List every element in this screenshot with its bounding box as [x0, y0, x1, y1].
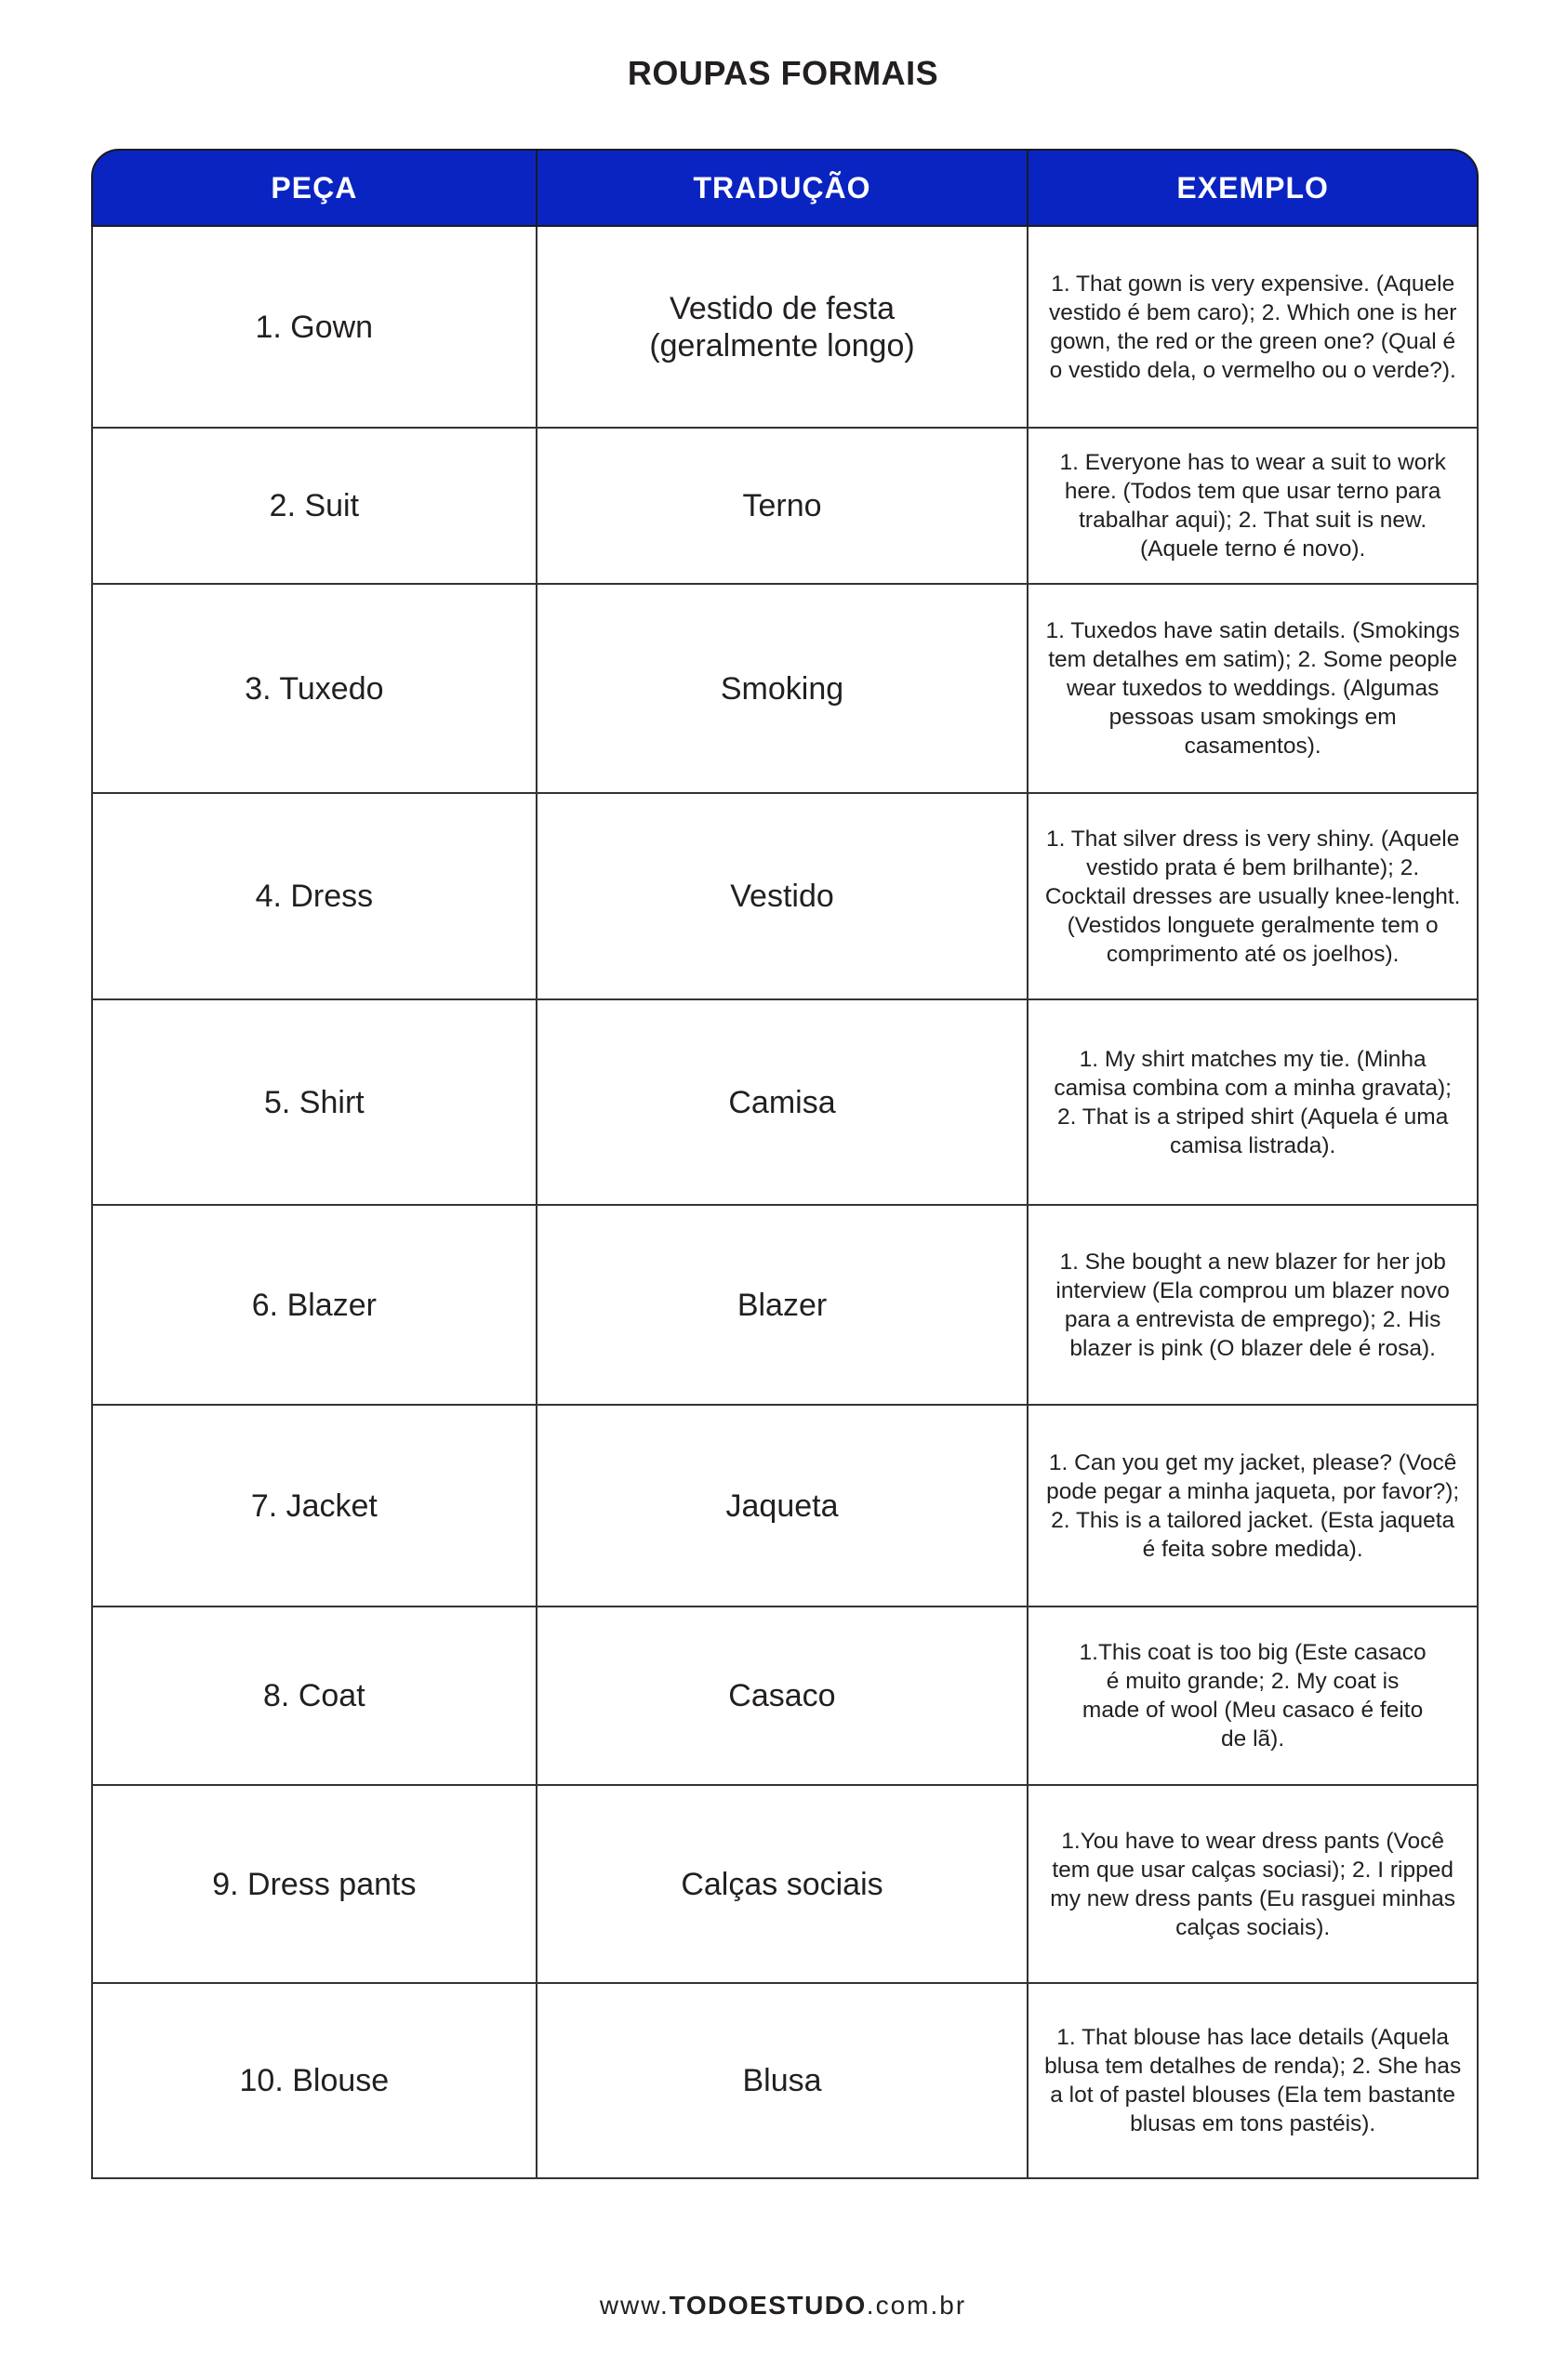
piece-cell: 1. Gown — [255, 309, 374, 345]
header-exemplo: EXEMPLO — [1027, 151, 1477, 225]
example-cell: 1. She bought a new blazer for her job interview (Ela comprou um blazer novo para a entrevista de emprego); 2. His blazer is pink (O blazer dele é rosa). — [1027, 1206, 1477, 1404]
table-header — [91, 149, 1479, 227]
piece-cell: 3. Tuxedo — [245, 670, 384, 707]
footer-suffix: .com.br — [866, 2291, 967, 2320]
translation-cell: Blusa — [536, 1984, 1028, 2177]
footer-prefix: www. — [599, 2291, 670, 2320]
example-cell: 1. Can you get my jacket, please? (Você pode pegar a minha jaqueta, por favor?); 2. This is a tailored jacket. (Esta jaqueta é feita sobre medida). — [1027, 1406, 1477, 1606]
piece-cell: 9. Dress pants — [212, 1866, 417, 1902]
table-row — [91, 1984, 1479, 2179]
example-cell: 1. That blouse has lace details (Aquela blusa tem detalhes de renda); 2. She has a lot of pastel blouses (Ela tem bastante blusas em tons pastéis). — [1027, 1984, 1477, 2177]
piece-cell: 10. Blouse — [239, 2063, 390, 2098]
footer-brand: TODOESTUDO — [669, 2291, 867, 2320]
table-row — [91, 1607, 1479, 1786]
piece-cell: 5. Shirt — [264, 1084, 365, 1120]
page-title: ROUPAS FORMAIS — [627, 54, 939, 92]
example-cell: 1.You have to wear dress pants (Você tem que usar calças sociasi); 2. I ripped my new dress pants (Eu rasguei minhas calças sociais). — [1027, 1786, 1477, 1982]
translation-cell: Blazer — [536, 1206, 1028, 1404]
table-row — [91, 1000, 1479, 1206]
piece-cell: 7. Jacket — [250, 1488, 378, 1524]
example-cell: 1. That gown is very expensive. (Aquele vestido é bem caro); 2. Which one is her gown, the red or the green one? (Qual é o vestido dela, o vermelho ou o verde?). — [1027, 227, 1477, 427]
vocabulary-table — [91, 149, 1479, 2179]
table-row — [91, 1786, 1479, 1984]
example-cell: 1. Tuxedos have satin details. (Smokings tem detalhes em satim); 2. Some people wear tuxedos to weddings. (Algumas pessoas usam smokings em casamentos). — [1027, 585, 1477, 792]
translation-cell: Calças sociais — [536, 1786, 1028, 1982]
translation-cell: Vestido — [536, 794, 1028, 998]
header-traducao: TRADUÇÃO — [536, 151, 1028, 225]
piece-cell: 4. Dress — [255, 879, 374, 914]
example-cell: 1.This coat is too big (Este casaco é muito grande; 2. My coat is made of wool (Meu casaco é feito de lã). — [1027, 1607, 1477, 1784]
table-row — [91, 227, 1479, 429]
table-row — [91, 1406, 1479, 1607]
translation-cell: Smoking — [536, 585, 1028, 792]
example-cell: 1. Everyone has to wear a suit to work here. (Todos tem que usar terno para trabalhar aqui); 2. That suit is new. (Aquele terno é novo). — [1027, 429, 1477, 583]
piece-cell: 2. Suit — [269, 488, 360, 523]
table-row — [91, 1206, 1479, 1406]
translation-cell: Casaco — [536, 1607, 1028, 1784]
piece-cell: 8. Coat — [263, 1678, 365, 1713]
table-row — [91, 429, 1479, 585]
website-footer[interactable] — [0, 2291, 1566, 2320]
translation-cell: Vestido de festa (geralmente longo) — [536, 227, 1028, 427]
translation-cell: Camisa — [536, 1000, 1028, 1204]
header-peca: PEÇA — [271, 170, 358, 205]
translation-cell: Terno — [536, 429, 1028, 583]
translation-cell: Jaqueta — [536, 1406, 1028, 1606]
example-cell: 1. My shirt matches my tie. (Minha camisa combina com a minha gravata); 2. That is a striped shirt (Aquela é uma camisa listrada). — [1027, 1000, 1477, 1204]
piece-cell: 6. Blazer — [251, 1287, 377, 1323]
table-row — [91, 585, 1479, 794]
example-cell: 1. That silver dress is very shiny. (Aquele vestido prata é bem brilhante); 2. Cocktail dresses are usually knee-lenght. (Vestidos longuete geralmente tem o comprimento até os joelhos). — [1027, 794, 1477, 998]
table-row — [91, 794, 1479, 1000]
